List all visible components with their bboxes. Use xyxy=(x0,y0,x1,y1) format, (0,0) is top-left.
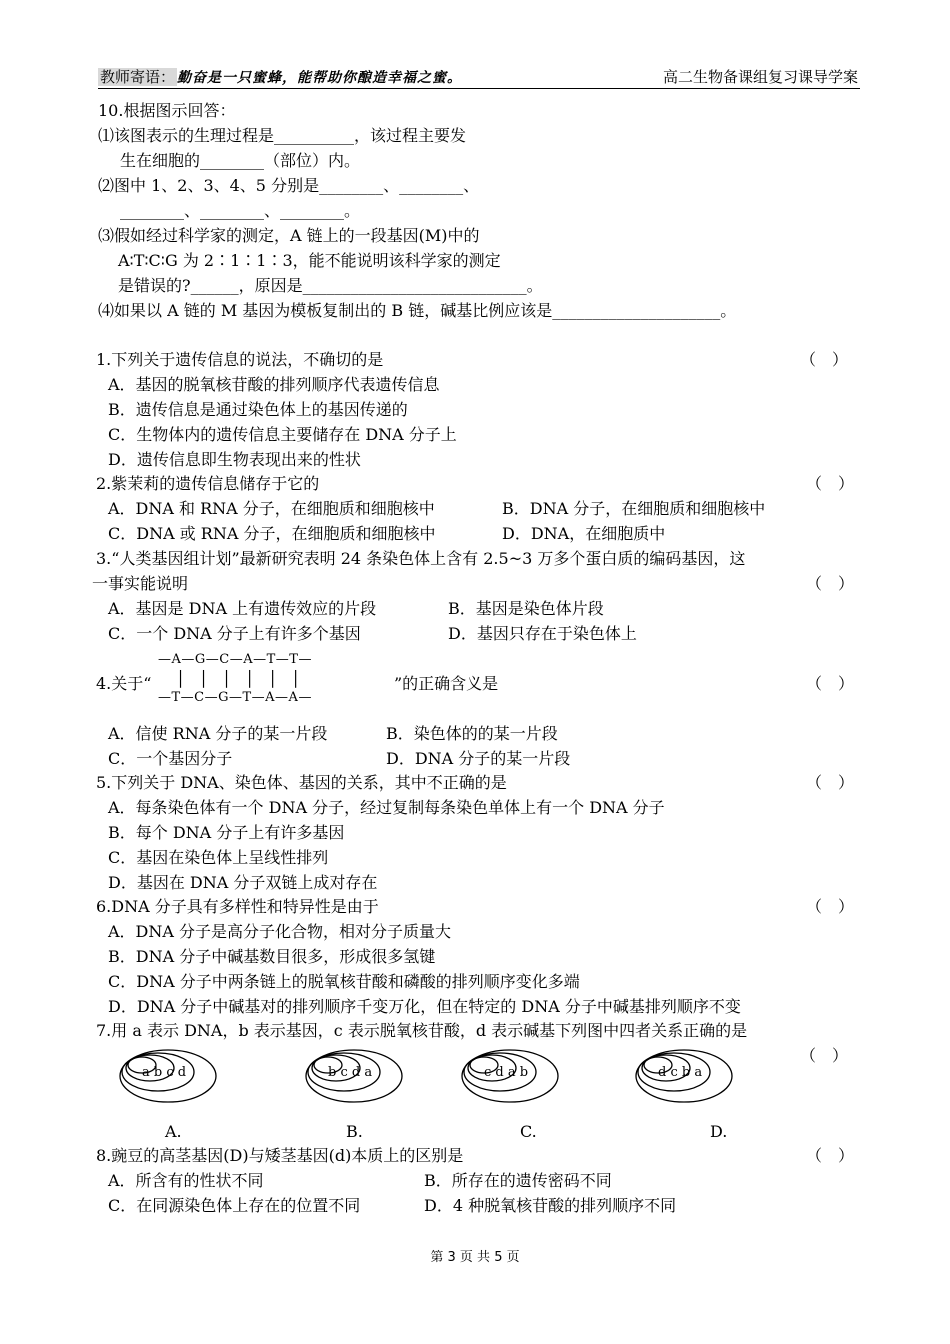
q8-answer-paren: （ ） xyxy=(806,1146,855,1165)
q2-answer-paren: （ ） xyxy=(806,474,855,493)
q6-option-d: D．DNA 分子中碱基对的排列顺序千变万化，但在特定的 DNA 分子中碱基排列顺序不变 xyxy=(108,997,741,1016)
q6-option-a: A．DNA 分子是高分子化合物，相对分子质量大 xyxy=(108,922,452,941)
q1-option-d: D．遗传信息即生物表现出来的性状 xyxy=(108,450,361,469)
q10-part2-line2: ________、________、________。 xyxy=(120,201,361,220)
q2-stem: 2.紫茉莉的遗传信息储存于它的 xyxy=(96,474,320,493)
q4-option-d: D．DNA 分子的某一片段 xyxy=(386,749,571,768)
q10-part4: ⑷如果以 A 链的 M 基因为模板复制出的 B 链，碱基比例应该是_____________________。 xyxy=(98,301,737,320)
q7-diagram-c xyxy=(462,1048,566,1108)
q2-option-c: C．DNA 或 RNA 分子，在细胞质和细胞核中 xyxy=(108,524,436,543)
q7-stem: 7.用 a 表示 DNA，b 表示基因，c 表示脱氧核苷酸，d 表示碱基下列图中四者关系正确的是 xyxy=(96,1021,748,1040)
q7-diagram-a xyxy=(120,1048,224,1108)
q10-part3-line3: 是错误的?______，原因是____________________________。 xyxy=(118,276,543,295)
q3-option-c: C．一个 DNA 分子上有许多个基因 xyxy=(108,624,361,643)
q6-option-c: C．DNA 分子中两条链上的脱氧核苷酸和磷酸的排列顺序变化多端 xyxy=(108,972,580,991)
q3-stem-cont: 一事实能说明 xyxy=(92,574,189,593)
page-header xyxy=(98,64,860,89)
q10-title: 10.根据图示回答： xyxy=(98,101,236,120)
dna-bottom-strand: —T—C—G—T—A—A— xyxy=(158,690,312,705)
motto-tag: 教师寄语： xyxy=(100,68,176,86)
q6-stem: 6.DNA 分子具有多样性和特异性是由于 xyxy=(96,897,379,916)
document-title: 高二生物备课组复习课导学案 xyxy=(662,68,858,86)
q10-part1-line2: 生在细胞的________（部位）内。 xyxy=(120,151,361,170)
q7-b-letters: b c d a xyxy=(328,1065,373,1080)
q4-stem-suffix: ”的正确含义是 xyxy=(394,674,499,693)
teacher-motto xyxy=(98,66,462,87)
q2-option-b: B．DNA 分子，在细胞质和细胞核中 xyxy=(502,499,766,518)
q7-diagram-d xyxy=(636,1048,740,1108)
q4-stem-prefix: 4.关于“ xyxy=(96,674,152,693)
q10-part1-line1: ⑴该图表示的生理过程是__________，该过程主要发 xyxy=(98,126,467,145)
q10-part2-line1: ⑵图中 1、2、3、4、5 分别是________、________、 xyxy=(98,176,480,195)
q7-c-letters: c d a b xyxy=(484,1065,529,1080)
q1-stem: 1.下列关于遗传信息的说法，不确切的是 xyxy=(96,350,384,369)
dna-double-strand-figure xyxy=(158,652,358,708)
q3-stem: 3.“人类基因组计划”最新研究表明 24 条染色体上含有 2.5~3 万多个蛋白质的编码基因，这 xyxy=(96,549,746,568)
q5-option-b: B．每个 DNA 分子上有许多基因 xyxy=(108,823,345,842)
q3-option-a: A．基因是 DNA 上有遗传效应的片段 xyxy=(108,599,377,618)
q5-option-d: D．基因在 DNA 分子双链上成对存在 xyxy=(108,873,378,892)
q3-option-b: B．基因是染色体片段 xyxy=(448,599,604,618)
q5-option-c: C．基因在染色体上呈线性排列 xyxy=(108,848,329,867)
q8-stem: 8.豌豆的高茎基因(D)与矮茎基因(d)本质上的区别是 xyxy=(96,1146,464,1165)
q4-option-b: B．染色体的的某一片段 xyxy=(386,724,558,743)
q4-answer-paren: （ ） xyxy=(806,674,855,693)
q10-part3-line2: A∶T∶C∶G 为 2∶1∶1∶3，能不能说明该科学家的测定 xyxy=(118,251,501,270)
q2-option-d: D．DNA，在细胞质中 xyxy=(502,524,666,543)
q7-d-letters: d c b a xyxy=(658,1065,703,1080)
q1-option-a: A．基因的脱氧核苷酸的排列顺序代表遗传信息 xyxy=(108,375,440,394)
q7-label-d: D. xyxy=(710,1122,728,1141)
q1-option-c: C．生物体内的遗传信息主要储存在 DNA 分子上 xyxy=(108,425,457,444)
page-number: 第 3 页 共 5 页 xyxy=(430,1250,520,1265)
q5-option-a: A．每条染色体有一个 DNA 分子，经过复制每条染色单体上有一个 DNA 分子 xyxy=(108,798,665,817)
dna-top-strand: —A—G—C—A—T—T— xyxy=(158,652,312,667)
q5-answer-paren: （ ） xyxy=(806,773,855,792)
q5-stem: 5.下列关于 DNA、染色体、基因的关系，其中不正确的是 xyxy=(96,773,507,792)
q7-label-c: C. xyxy=(520,1122,537,1141)
q4-option-a: A．信使 RNA 分子的某一片段 xyxy=(108,724,328,743)
q3-answer-paren: （ ） xyxy=(806,574,855,593)
q7-label-b: B. xyxy=(346,1122,363,1141)
motto-text: 勤奋是一只蜜蜂，能帮助你酿造幸福之蜜。 xyxy=(177,70,463,86)
q8-option-c: C．在同源染色体上存在的位置不同 xyxy=(108,1196,361,1215)
q2-option-a: A．DNA 和 RNA 分子，在细胞质和细胞核中 xyxy=(108,499,435,518)
q8-option-a: A．所含有的性状不同 xyxy=(108,1171,264,1190)
q7-a-letters: a b c d xyxy=(142,1065,187,1080)
q8-option-b: B．所存在的遗传密码不同 xyxy=(424,1171,612,1190)
q1-answer-paren: （ ） xyxy=(800,350,849,369)
q3-option-d: D．基因只存在于染色体上 xyxy=(448,624,637,643)
q7-diagram-b xyxy=(306,1048,410,1108)
q6-option-b: B．DNA 分子中碱基数目很多，形成很多氢键 xyxy=(108,947,436,966)
q1-option-b: B．遗传信息是通过染色体上的基因传递的 xyxy=(108,400,408,419)
q7-label-a: A. xyxy=(165,1122,182,1141)
dna-base-pair-bonds: ││││││ xyxy=(176,670,315,688)
q8-option-d: D．4 种脱氧核苷酸的排列顺序不同 xyxy=(424,1196,677,1215)
q7-answer-paren: （ ） xyxy=(800,1046,849,1065)
q10-part3-line1: ⑶假如经过科学家的测定，A 链上的一段基因(M)中的 xyxy=(98,226,480,245)
q6-answer-paren: （ ） xyxy=(806,897,855,916)
q4-option-c: C．一个基因分子 xyxy=(108,749,233,768)
